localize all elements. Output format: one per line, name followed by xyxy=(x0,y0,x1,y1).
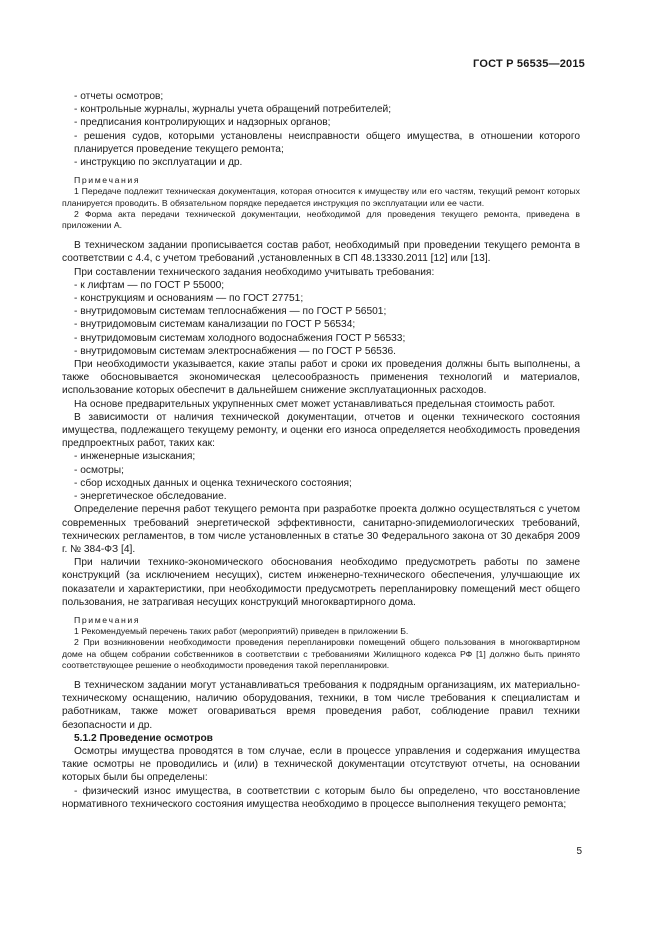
note-item: 1 Рекомендуемый перечень таких работ (мероприятий) приведен в приложении Б. xyxy=(74,626,409,637)
notes-block xyxy=(62,615,580,671)
list-item: - внутридомовым системам теплоснабжения — по ГОСТ Р 56501; xyxy=(74,306,387,318)
note-item: 1 Передаче подлежит техническая документация, которая относится к имуществу или его частям, текущий ремонт которых планируется проводить. В обязательном порядке передается инструкция по эксплуатации или ее части. xyxy=(62,186,580,208)
list-item: - физический износ имущества, в соответствии с которым было бы определено, что восстановление нормативного технического состояния имущества необходимо в процессе выполнения текущего ремонта; xyxy=(62,785,580,810)
list-item: - контрольные журналы, журналы учета обращений потребителей; xyxy=(74,104,392,116)
page-number: 5 xyxy=(576,846,582,857)
section-number: 5.1.2 xyxy=(74,732,97,744)
list-item: - внутридомовым системам холодного водоснабжения ГОСТ Р 56533; xyxy=(74,332,406,344)
notes-title: Примечания xyxy=(74,614,141,625)
list-item: - предписания контролирующих и надзорных органов; xyxy=(74,117,331,129)
requirements-list xyxy=(62,279,580,358)
paragraph: При наличии технико-экономического обоснования необходимо предусмотреть работы по замене конструкций (за исключением несущих), систем инженерно-технического обеспечения, улучшающие их показатели и характеристики, при необходимости предусмотреть перепланировку помещений мест общего пользования, не затрагивая несущих конструкций многоквартирного дома. xyxy=(62,557,580,608)
standard-header: ГОСТ Р 56535—2015 xyxy=(473,58,585,70)
list-item: - решения судов, которыми установлены неисправности общего имущества, в отношении которого планируется проведение текущего ремонта; xyxy=(74,130,580,155)
paragraph: Определение перечня работ текущего ремонта при разработке проекта должно осуществляться с учетом современных требований энергетической эффективности, санитарно-эпидемиологических требований, технических регламентов, в том числе установленных в статье 30 Федерального закона от 30 декабря 2009 г. № 384-ФЗ [4]. xyxy=(62,504,580,555)
paragraph: В техническом задании прописывается состав работ, необходимый при проведении текущего ремонта в соответствии с 4.4, с учетом требований ,установленных в СП 48.13330.2011 [12] или [13]. xyxy=(62,240,580,265)
list-item: - внутридомовым системам электроснабжения — по ГОСТ Р 56536. xyxy=(74,345,396,357)
documents-list xyxy=(62,90,580,169)
list-item: - осмотры; xyxy=(74,464,124,476)
list-item: - отчеты осмотров; xyxy=(74,91,164,102)
note-item: 2 При возникновении необходимости проведения перепланировки помещений общего пользования в многоквартирном доме на общем собрании собственников в соответствии с требованиями Жилищного кодекса РФ [1] должно быть принято соответствующее решение о необходимости проведения такой перепланировки. xyxy=(62,637,580,670)
paragraph: При составлении технического задания необходимо учитывать требования: xyxy=(74,266,435,278)
list-item: - к лифтам — по ГОСТ Р 55000; xyxy=(74,279,225,291)
paragraph: В зависимости от наличия технической документации, отчетов и оценки технического состояния имущества, подлежащего текущему ремонту, и оценки его износа определяется необходимость проведения предпроектных работ, таких как: xyxy=(62,411,580,450)
section-heading xyxy=(62,732,580,745)
list-item: - внутридомовым системам канализации по ГОСТ Р 56534; xyxy=(74,319,356,331)
list-item: - энергетическое обследование. xyxy=(74,491,227,503)
pre-project-works-list xyxy=(62,450,580,503)
paragraph: На основе предварительных укрупненных смет может устанавливаться предельная стоимость работ. xyxy=(74,398,556,410)
paragraph: В техническом задании могут устанавливаться требования к подрядным организациям, их материально-техническому оснащению, наличию оборудования, техники, в том числе требования к специалистам и работникам, также может оговариваться время проведения работ, соблюдение правил техники безопасности и др. xyxy=(62,679,580,731)
page-content xyxy=(62,90,580,811)
notes-block xyxy=(62,175,580,231)
paragraph: Осмотры имущества проводятся в том случае, если в процессе управления и содержания имущества такие осмотры не проводились и (или) в технической документации отсутствуют отчеты, на основании которых были бы определены: xyxy=(62,745,580,784)
list-item: - конструкциям и основаниям — по ГОСТ 27751; xyxy=(74,293,304,305)
section-title: Проведение осмотров xyxy=(99,732,213,744)
paragraph: При необходимости указывается, какие этапы работ и сроки их проведения должны быть выполнены, а также обосновывается экономическая целесообразность применения технологий и материалов, использование которых обеспечит в дальнейшем снижение эксплуатационных расходов. xyxy=(62,359,580,397)
list-item: - сбор исходных данных и оценка технического состояния; xyxy=(74,477,352,489)
list-item: - инженерные изыскания; xyxy=(74,451,196,463)
list-item: - инструкцию по эксплуатации и др. xyxy=(74,157,243,169)
note-item: 2 Форма акта передачи технической документации, необходимой для проведения текущего ремонта, приведена в приложении А. xyxy=(62,208,580,231)
notes-title: Примечания xyxy=(74,175,141,186)
